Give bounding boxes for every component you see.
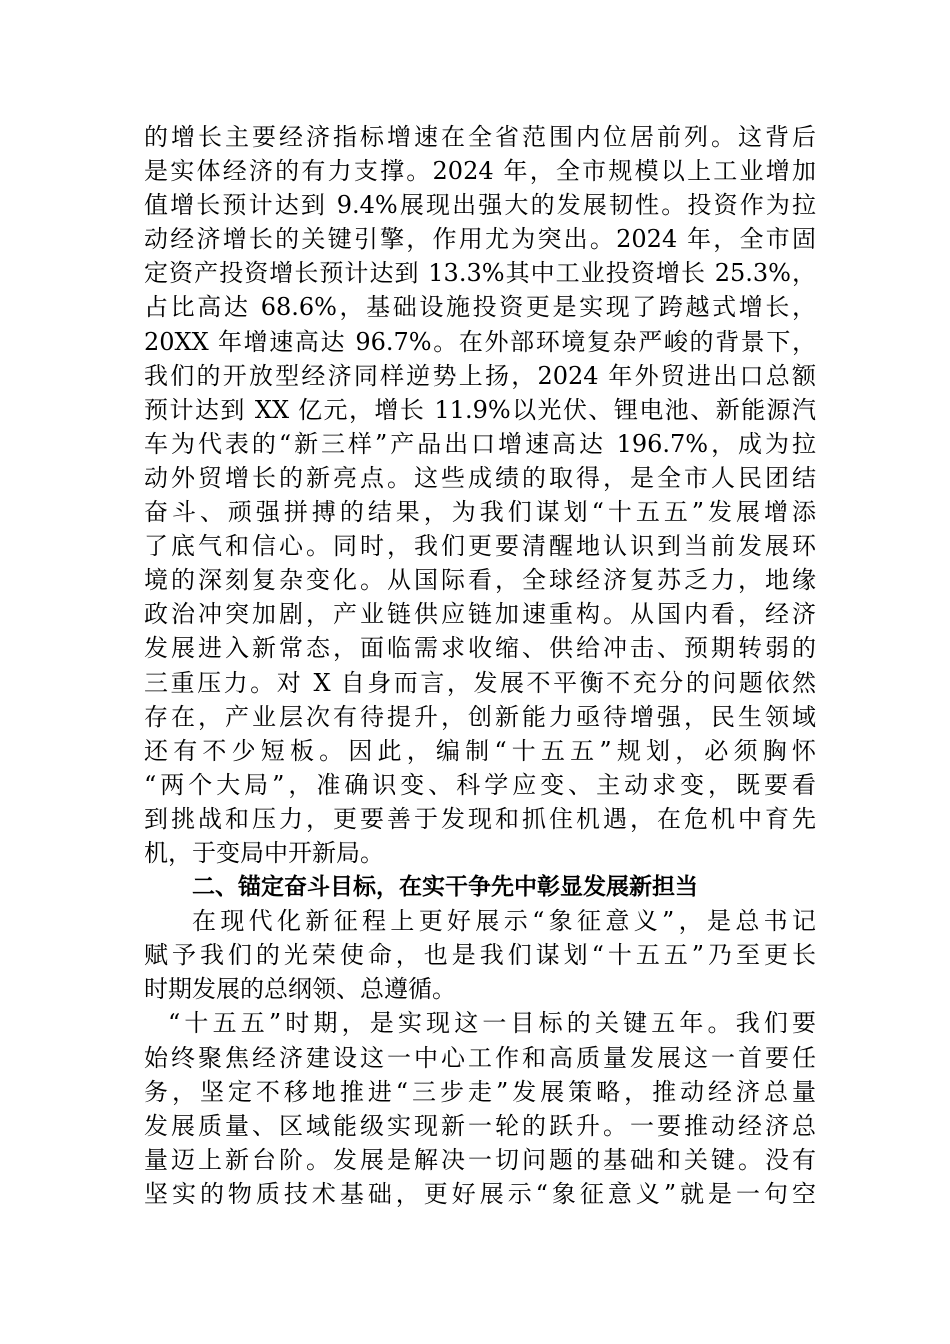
text-line: 我们的开放型经济同样逆势上扬，2024 年外贸进出口总额 bbox=[144, 361, 816, 390]
document-body bbox=[144, 120, 816, 1211]
text-line: 占比高达 68.6%，基础设施投资更是实现了跨越式增长， bbox=[144, 293, 816, 322]
text-line: 量迈上新台阶。发展是解决一切问题的基础和关键。没有 bbox=[144, 1145, 816, 1174]
text-line: 机，于变局中开新局。 bbox=[144, 838, 384, 867]
paragraph-economic-review bbox=[144, 120, 816, 870]
text-line: 了底气和信心。同时，我们更要清醒地认识到当前发展环 bbox=[144, 532, 816, 561]
text-line: “十五五”时期，是实现这一目标的关键五年。我们要 bbox=[168, 1009, 816, 1038]
text-line: 发展质量、区域能级实现新一轮的跃升。一要推动经济总 bbox=[144, 1111, 816, 1140]
text-line: 三重压力。对 X 自身而言，发展不平衡不充分的问题依然 bbox=[144, 668, 816, 697]
text-line: 赋予我们的光荣使命，也是我们谋划“十五五”乃至更长 bbox=[144, 941, 816, 970]
text-line: 值增长预计达到 9.4%展现出强大的发展韧性。投资作为拉 bbox=[144, 191, 816, 220]
text-line: 还有不少短板。因此，编制“十五五”规划，必须胸怀 bbox=[144, 736, 816, 765]
text-line: 20XX 年增速高达 96.7%。在外部环境复杂严峻的背景下， bbox=[144, 327, 816, 356]
text-line: 时期发展的总纲领、总遵循。 bbox=[144, 975, 456, 1004]
text-line: 政治冲突加剧，产业链供应链加速重构。从国内看，经济 bbox=[144, 600, 816, 629]
text-line: 境的深刻复杂变化。从国际看，全球经济复苏乏力，地缘 bbox=[144, 566, 816, 595]
text-line: 务，坚定不移地推进“三步走”发展策略，推动经济总量 bbox=[144, 1077, 816, 1106]
text-line: 存在，产业层次有待提升，创新能力亟待增强，民生领域 bbox=[144, 702, 816, 731]
text-line: 动经济增长的关键引擎，作用尤为突出。2024 年，全市固 bbox=[144, 225, 816, 254]
text-line: 是实体经济的有力支撑。2024 年，全市规模以上工业增加 bbox=[144, 157, 816, 186]
text-line: 奋斗、顽强拼搏的结果，为我们谋划“十五五”发展增添 bbox=[144, 498, 816, 527]
text-line: 坚实的物质技术基础，更好展示“象征意义”就是一句空 bbox=[144, 1179, 816, 1208]
text-line: 到挑战和压力，更要善于发现和抓住机遇，在危机中育先 bbox=[144, 804, 816, 833]
text-line: “两个大局”，准确识变、科学应变、主动求变，既要看 bbox=[144, 770, 816, 799]
text-line: 发展进入新常态，面临需求收缩、供给冲击、预期转弱的 bbox=[144, 634, 816, 663]
text-line: 车为代表的“新三样”产品出口增速高达 196.7%，成为拉 bbox=[144, 429, 816, 458]
section-heading: 二、锚定奋斗目标，在实干争先中彰显发展新担当 bbox=[192, 874, 698, 901]
text-line: 动外贸增长的新亮点。这些成绩的取得，是全市人民团结 bbox=[144, 463, 816, 492]
text-line: 在现代化新征程上更好展示“象征意义”，是总书记 bbox=[192, 907, 816, 936]
text-line: 预计达到 XX 亿元，增长 11.9%以光伏、锂电池、新能源汽 bbox=[144, 395, 816, 424]
paragraph-fifteenth-plan bbox=[144, 1006, 816, 1211]
paragraph-mission bbox=[144, 904, 816, 1006]
text-line: 始终聚焦经济建设这一中心工作和高质量发展这一首要任 bbox=[144, 1043, 816, 1072]
text-line: 定资产投资增长预计达到 13.3%其中工业投资增长 25.3%， bbox=[144, 259, 816, 288]
text-line: 的增长主要经济指标增速在全省范围内位居前列。这背后 bbox=[144, 123, 816, 151]
